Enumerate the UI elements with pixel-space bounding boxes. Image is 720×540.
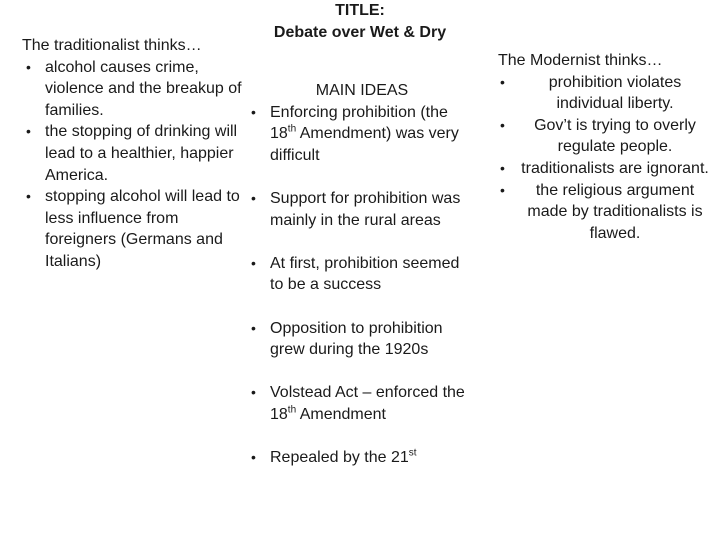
- main-idea-item: [247, 102, 477, 167]
- ordinal-suffix: st: [408, 447, 417, 459]
- modernist-point: • traditionalists are ignorant.: [496, 158, 711, 180]
- page-title: Debate over Wet & Dry: [273, 24, 447, 41]
- main-idea-text: Amendment) was very difficult: [270, 125, 459, 164]
- traditionalist-heading: The traditionalist thinks…: [22, 37, 202, 54]
- title-block: [250, 0, 470, 44]
- modernist-point: • prohibition violates individual liberty.: [496, 72, 711, 115]
- modernist-point: • Gov’t is trying to overly regulate people.: [496, 115, 711, 158]
- main-ideas-heading: MAIN IDEAS: [315, 82, 409, 99]
- modernist-column: [496, 50, 711, 244]
- main-idea-item: • Support for prohibition was mainly in the rural areas: [247, 188, 477, 231]
- main-idea-text: Repealed by the 21: [270, 449, 409, 467]
- main-idea-item: [247, 447, 477, 469]
- main-idea-item: • Opposition to prohibition grew during the 1920s: [247, 318, 477, 361]
- ordinal-suffix: th: [287, 123, 297, 135]
- traditionalist-column: [22, 35, 242, 273]
- main-idea-text: Volstead Act – enforced the 18: [270, 384, 465, 423]
- title-label: TITLE:: [335, 2, 385, 19]
- modernist-point: • the religious argument made by traditionalists is flawed.: [496, 180, 711, 245]
- main-ideas-column: [247, 80, 477, 490]
- main-idea-item: [247, 382, 477, 425]
- traditionalist-list: [22, 57, 242, 273]
- main-idea-item: • At first, prohibition seemed to be a success: [247, 253, 477, 296]
- traditionalist-point: • alcohol causes crime, violence and the breakup of families.: [22, 57, 242, 122]
- ordinal-suffix: th: [287, 404, 297, 416]
- modernist-list: [496, 72, 711, 245]
- modernist-heading: The Modernist thinks…: [498, 52, 663, 69]
- main-idea-text: Amendment: [296, 405, 386, 423]
- traditionalist-point: • stopping alcohol will lead to less influence from foreigners (Germans and Italians): [22, 186, 242, 272]
- traditionalist-point: • the stopping of drinking will lead to a healthier, happier America.: [22, 121, 242, 186]
- main-idea-text: Enforcing prohibition (the 18: [270, 103, 448, 143]
- main-ideas-list: [247, 102, 477, 469]
